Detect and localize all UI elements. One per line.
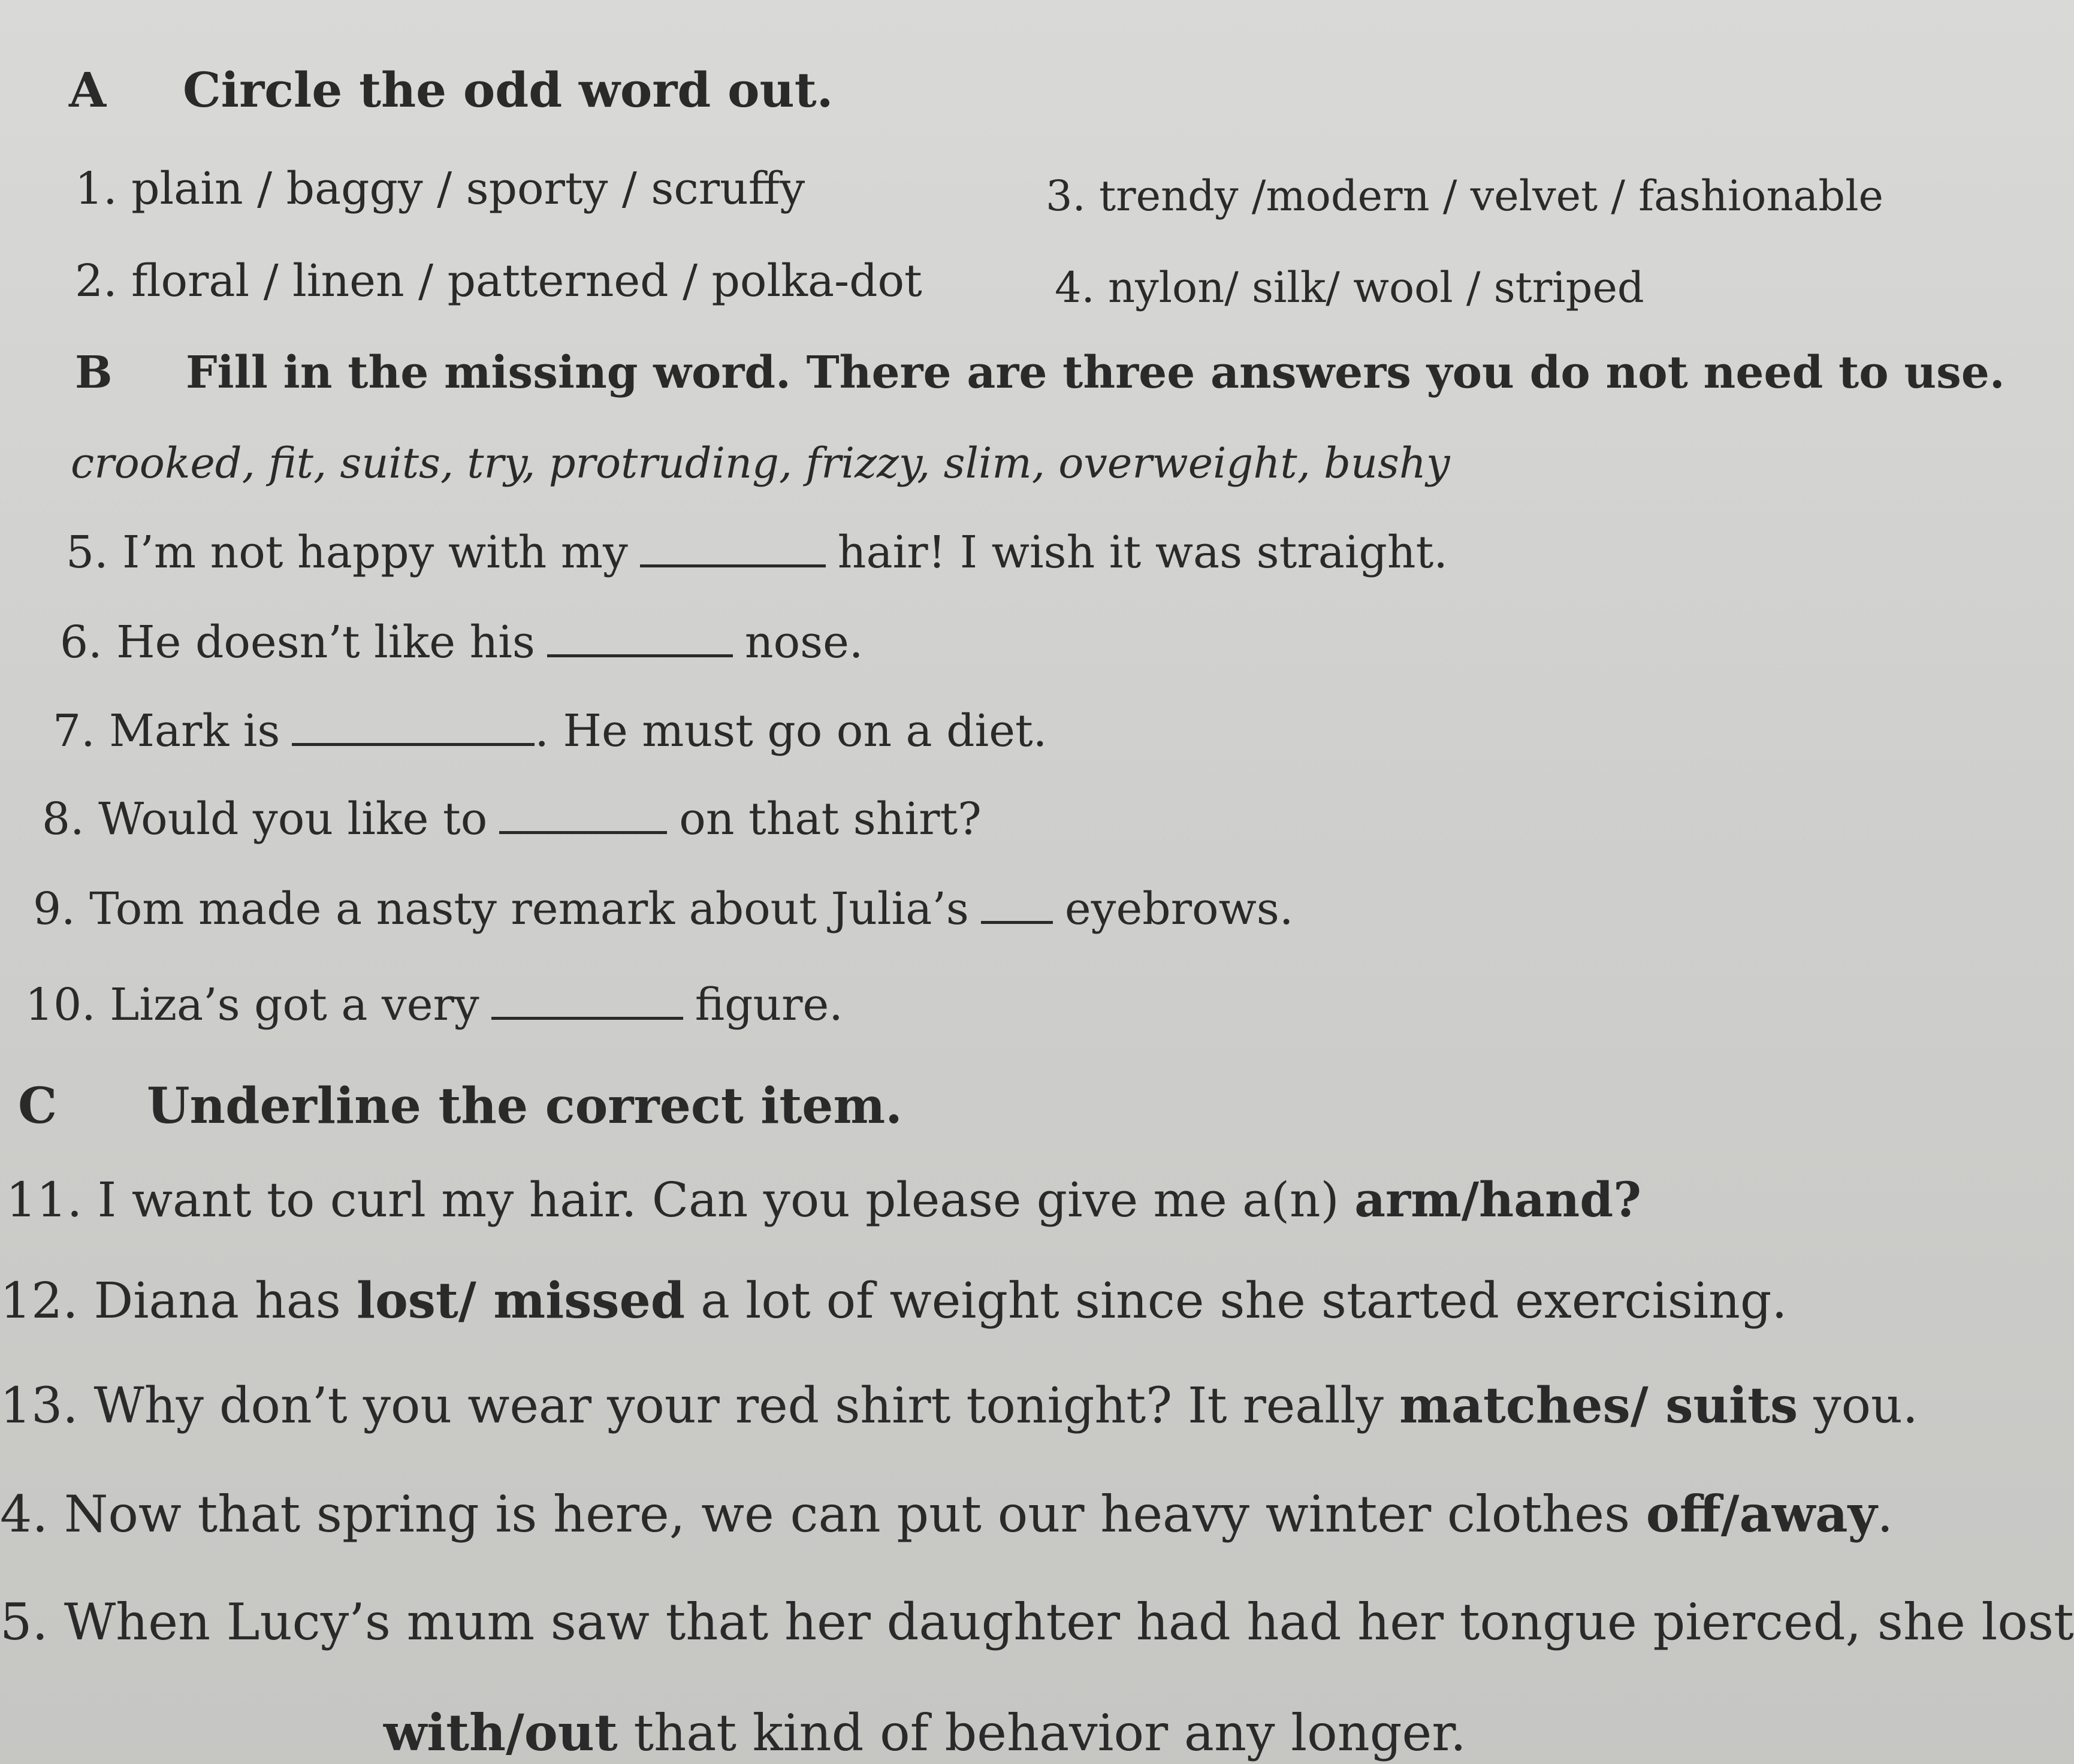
q12-after: a lot of weight since she started exercising.: [701, 1273, 1788, 1330]
section-b-letter: B: [75, 347, 113, 398]
q8-before: 8. Would you like to: [42, 793, 488, 845]
question-13: [0, 1377, 1918, 1434]
q8-blank[interactable]: [499, 830, 667, 834]
question-14: [0, 1484, 1894, 1544]
q7-after: . He must go on a diet.: [535, 705, 1047, 757]
question-9: [33, 883, 1294, 935]
q10-blank[interactable]: [491, 1016, 683, 1020]
a-item-1: 1. plain / baggy / sporty / scruffy: [75, 163, 805, 215]
question-6: [60, 617, 864, 668]
question-15: [0, 1593, 2074, 1651]
section-c-title: Underline the correct item.: [147, 1077, 902, 1135]
q5-after: hair! I wish it was straight.: [837, 527, 1448, 578]
a-item-3: 3. trendy /modern / velvet / fashionable: [1046, 171, 1883, 220]
a-item-4: 4. nylon/ silk/ wool / striped: [1055, 263, 1644, 312]
question-5: [66, 527, 1448, 578]
q10-before: 10. Liza’s got a very: [25, 979, 479, 1031]
section-c-heading: [18, 1077, 902, 1135]
q6-after: nose.: [744, 617, 864, 668]
q7-before: 7. Mark is: [53, 705, 280, 757]
q15-text: 5. When Lucy’s mum saw that her daughter had had her tongue pierced, she lost: [0, 1593, 2074, 1651]
q9-blank[interactable]: [981, 920, 1053, 924]
section-b-heading: [75, 347, 2005, 398]
question-8: [42, 793, 982, 845]
q5-before: 5. I’m not happy with my: [66, 527, 628, 578]
section-b-title: Fill in the missing word. There are three answers you do not need to use.: [186, 347, 2005, 398]
q13-after: you.: [1813, 1378, 1918, 1434]
q16-choice[interactable]: with/out: [384, 1703, 618, 1762]
q13-choice[interactable]: matches/ suits: [1399, 1377, 1798, 1434]
section-a-letter: A: [69, 62, 107, 118]
question-12: [0, 1272, 1788, 1330]
q14-choice[interactable]: off/away: [1646, 1484, 1877, 1544]
a-item-2: 2. floral / linen / patterned / polka-dot: [75, 255, 922, 307]
q11-text: 11. I want to curl my hair. Can you please give me a(n): [6, 1172, 1339, 1228]
q13-text: 13. Why don’t you wear your red shirt tonight? It really: [0, 1378, 1384, 1434]
section-a-title: Circle the odd word out.: [183, 62, 834, 118]
word-bank: crooked, fit, suits, try, protruding, frizzy, slim, overweight, bushy: [71, 439, 1450, 488]
q14-text: 4. Now that spring is here, we can put our heavy winter clothes: [0, 1485, 1631, 1544]
q9-before: 9. Tom made a nasty remark about Julia’s: [33, 883, 969, 935]
q6-blank[interactable]: [547, 653, 733, 657]
q12-before: 12. Diana has: [0, 1273, 341, 1330]
question-10: [25, 979, 843, 1031]
q7-blank[interactable]: [292, 742, 535, 746]
q10-after: figure.: [695, 979, 843, 1031]
question-11: [6, 1171, 1642, 1228]
q11-choice[interactable]: arm/hand?: [1354, 1171, 1642, 1228]
q5-blank[interactable]: [640, 563, 826, 567]
q12-choice[interactable]: lost/ missed: [356, 1272, 686, 1330]
q16-after: that kind of behavior any longer.: [633, 1703, 1466, 1762]
q14-after: .: [1877, 1485, 1894, 1544]
section-c-letter: C: [18, 1077, 58, 1135]
section-a-heading: [69, 62, 834, 118]
q8-after: on that shirt?: [679, 793, 982, 845]
q9-after: eyebrows.: [1064, 883, 1294, 935]
q6-before: 6. He doesn’t like his: [60, 617, 535, 668]
question-7: [53, 705, 1047, 757]
question-16: [384, 1703, 1466, 1762]
